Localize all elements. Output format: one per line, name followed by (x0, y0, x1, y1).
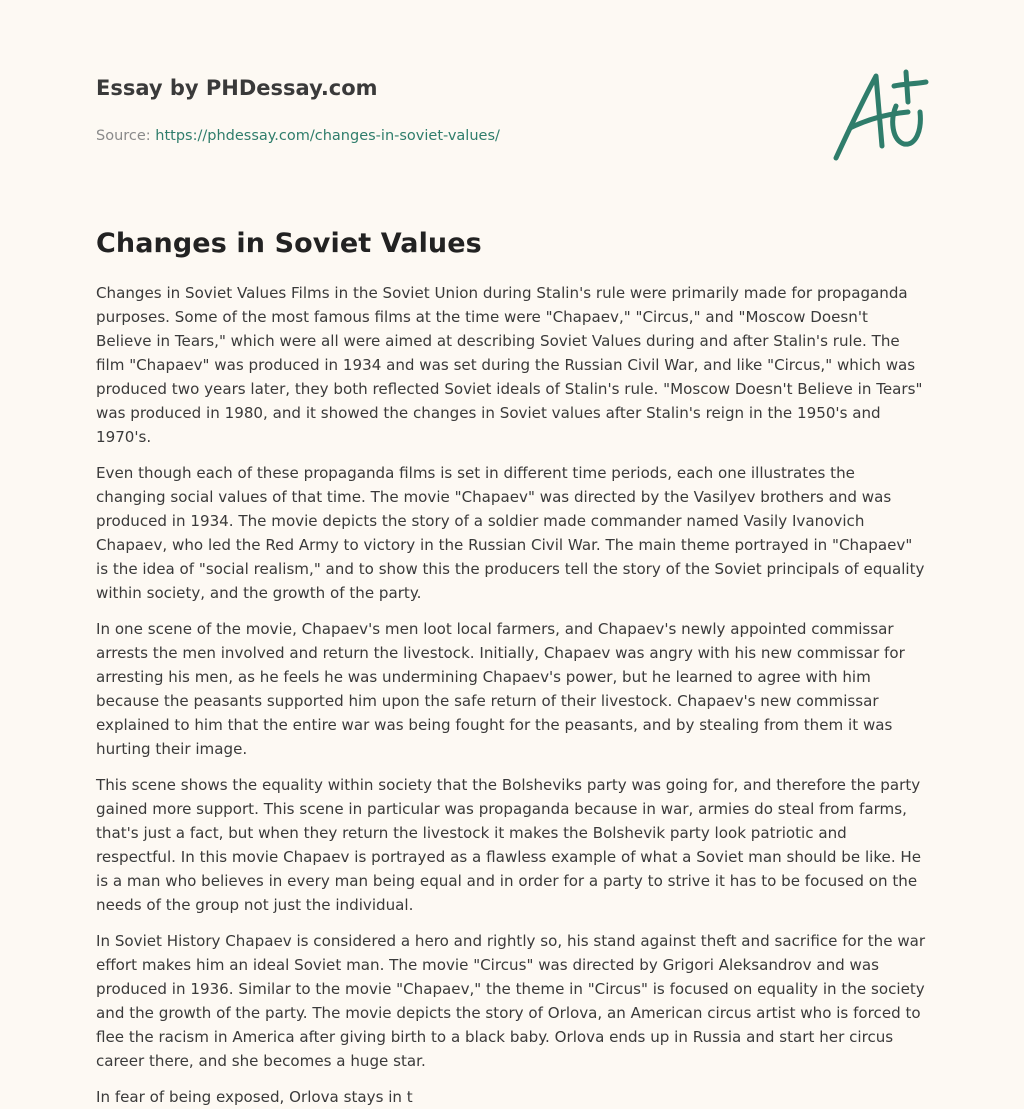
source-label: Source: (96, 128, 156, 144)
essay-body (96, 281, 928, 1109)
essay-paragraph: In one scene of the movie, Chapaev's men loot local farmers, and Chapaev's newly appointed commissar arrests the men involved and return the livestock. Initially, Chapaev was angry with his new commissar for arresting his men, as he feels he was undermining Chapaev's power, but he learned to agree with him because the peasants supported him upon the safe return of their livestock. Chapaev's new commissar explained to him that the entire war was being fought for the peasants, and by stealing from them it was hurting their image. (96, 620, 905, 758)
essay-paragraph: In Soviet History Chapaev is considered a hero and rightly so, his stand against theft and sacrifice for the war effort makes him an ideal Soviet man. The movie "Circus" was directed by Grigori Aleksandrov and was produced in 1936. Similar to the movie "Chapaev," the theme in "Circus" is focused on equality in the society and the growth of the party. The movie depicts the story of Orlova, an American circus artist who is forced to flee the racism in America after giving birth to a black baby. Orlova ends up in Russia and start her circus career there, and she becomes a huge star. (96, 932, 926, 1070)
a-plus-logo-icon (824, 62, 934, 172)
brand-title: Essay by PHDessay.com (96, 76, 378, 100)
essay-paragraph: This scene shows the equality within society that the Bolsheviks party was going for, and therefore the party gained more support. This scene in particular was propaganda because in war, armies do steal from farms, that's just a fact, but when they return the livestock it makes the Bolshevik party look patriotic and respectful. In this movie Chapaev is portrayed as a flawless example of what a Soviet man should be like. He is a man who believes in every man being equal and in order for a party to strive it has to be focused on the needs of the group not just the individual. (96, 776, 922, 914)
essay-paragraph: Changes in Soviet Values Films in the Soviet Union during Stalin's rule were primarily made for propaganda purposes. Some of the most famous films at the time were "Chapaev," "Circus," and "Moscow Doesn't Believe in Tears," which were all were aimed at describing Soviet Values during and after Stalin's rule. The film "Chapaev" was produced in 1934 and was set during the Russian Civil War, and like "Circus," which was produced two years later, they both reflected Soviet ideals of Stalin's rule. "Moscow Doesn't Believe in Tears" was produced in 1980, and it showed the changes in Soviet values after Stalin's reign in the 1950's and 1970's. (96, 284, 923, 446)
essay-title: Changes in Soviet Values (96, 228, 482, 259)
page-header (96, 0, 928, 180)
essay-paragraph: Even though each of these propaganda films is set in different time periods, each one illustrates the changing social values of that time. The movie "Chapaev" was directed by the Vasilyev brothers and was produced in 1934. The movie depicts the story of a soldier made commander named Vasily Ivanovich Chapaev, who led the Red Army to victory in the Russian Civil War. The main theme portrayed in "Chapaev" is the idea of "social realism," and to show this the producers tell the story of the Soviet principals of equality within society, and the growth of the party. (96, 464, 925, 602)
source-link[interactable]: https://phdessay.com/changes-in-soviet-values/ (155, 128, 500, 144)
essay-paragraph: In fear of being exposed, Orlova stays in t (96, 1088, 413, 1106)
source-line (96, 124, 500, 148)
